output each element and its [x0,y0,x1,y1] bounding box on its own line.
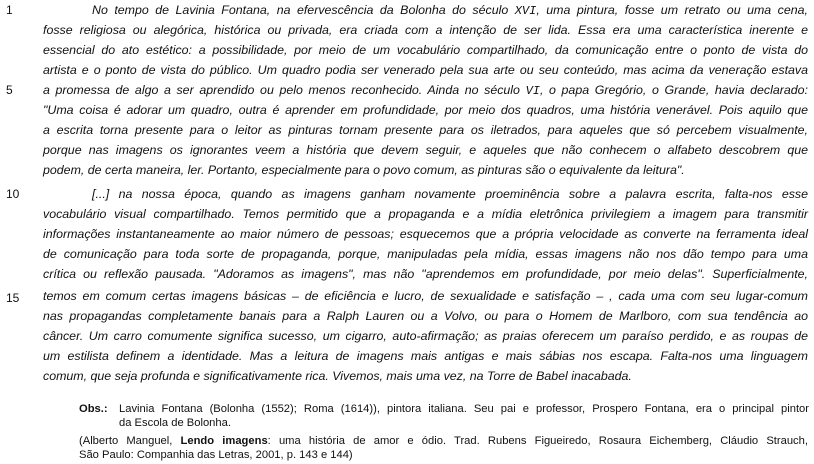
passage-line: porque nas imagens os ignorantes veem a história que devem seguir, e aqueles que não conhecem o alfabeto descobrem que [43,143,808,157]
line-number-15: 15 [6,291,20,305]
passage-line: um estilista definem a identidade. Mas a leitura de imagens mais antigas e mais sábias nos escapa. Falta-nos uma linguagem [43,349,808,363]
line-number-5: 5 [6,83,13,97]
reference-line: (Alberto Manguel, Lendo imagens: uma história de amor e ódio. Trad. Rubens Figueiredo, Rosaura Eichemberg, Cláudio Strauch, [79,435,808,447]
passage-line: a escrita torna presente para o leitor as pinturas tornam presente para os iletrados, para aqueles que só percebem visualmente, [43,123,808,137]
passage-line: câncer. Um carro comumente significa sucesso, um cigarro, auto-afirmação; as praias oferecem um paraíso perdido, e as roupas de [43,329,808,343]
passage-line: [...] na nossa época, quando as imagens ganham novamente proeminência sobre a palavra escrita, falta-nos esse [92,187,808,201]
passage-line: No tempo de Lavinia Fontana, na efervescência da Bolonha do século XVI, uma pintura, fosse um retrato ou uma cena, [92,3,808,18]
passage-line: vocabulário visual compartilhado. Temos permitido que a propaganda e a mídia eletrônica privilegiem a imagem para transmitir [43,207,808,221]
passage-line: "Uma coisa é adorar um quadro, outra é aprender em profundidade, por meio dos quadros, uma história venerável. Pois aquilo que [43,103,808,117]
passage-line: fosse religiosa ou alegórica, histórica ou privada, era criada com a intenção de ser lida. Essa era uma característica inerente e [43,23,808,37]
passage-line: informações instantaneamente ao maior número de pessoas; esquecemos que a própria velocidade as converte na ferramenta ideal [43,227,808,241]
passage-line: essencial do ato estético: a possibilidade, por meio de um vocabulário compartilhado, da comunicação entre o ponto de vista do [43,43,808,57]
line-number-1: 1 [6,3,13,17]
passage-line: comum, que seja profunda e significativamente rica. Vivemos, mais uma vez, na Torre de Babel inacabada. [43,369,632,383]
passage-line: crítica ou reflexão pausada. "Adoramos as imagens", mas não "aprendemos em profundidade, por meio delas". Superficialmente, [43,267,808,281]
passage-line: podem, de certa maneira, ler. Portanto, especialmente para o povo comum, as pinturas são o equivalente da leitura". [43,163,685,177]
passage-line: temos em comum certas imagens básicas – de eficiência e lucro, de sexualidade e satisfação – , cada uma com seu lugar-comum [43,289,808,303]
obs-label: Obs.: [79,403,108,415]
obs-line: da Escola de Bolonha. [119,417,231,429]
passage-line: nas propagandas completamente banais para a Ralph Lauren ou a Volvo, ou para o Homem de Marlboro, com sua tendência ao [43,309,808,323]
passage-line: de comunicação para toda sorte de propaganda, porque, manipuladas pela mídia, essas imagens não nos dão tempo para uma [43,247,808,261]
book-title: Lendo imagens [180,435,268,447]
passage-line: a promessa de algo a ser aprendido ou pelo menos reconhecido. Ainda no século VI, o papa Gregório, o Grande, havia declarado: [43,83,808,98]
line-number-10: 10 [6,187,20,201]
obs-line: Lavinia Fontana (Bolonha (1552); Roma (1614)), pintora italiana. Seu pai e professor, Prospero Fontana, era o principal pintor [119,403,809,415]
passage-line: artista e o ponto de vista do público. Um quadro podia ser venerado pela sua arte ou seu conteúdo, mas acima da veneração estava [43,63,808,77]
reference-line: São Paulo: Companhia das Letras, 2001, p. 143 e 144) [79,449,353,461]
